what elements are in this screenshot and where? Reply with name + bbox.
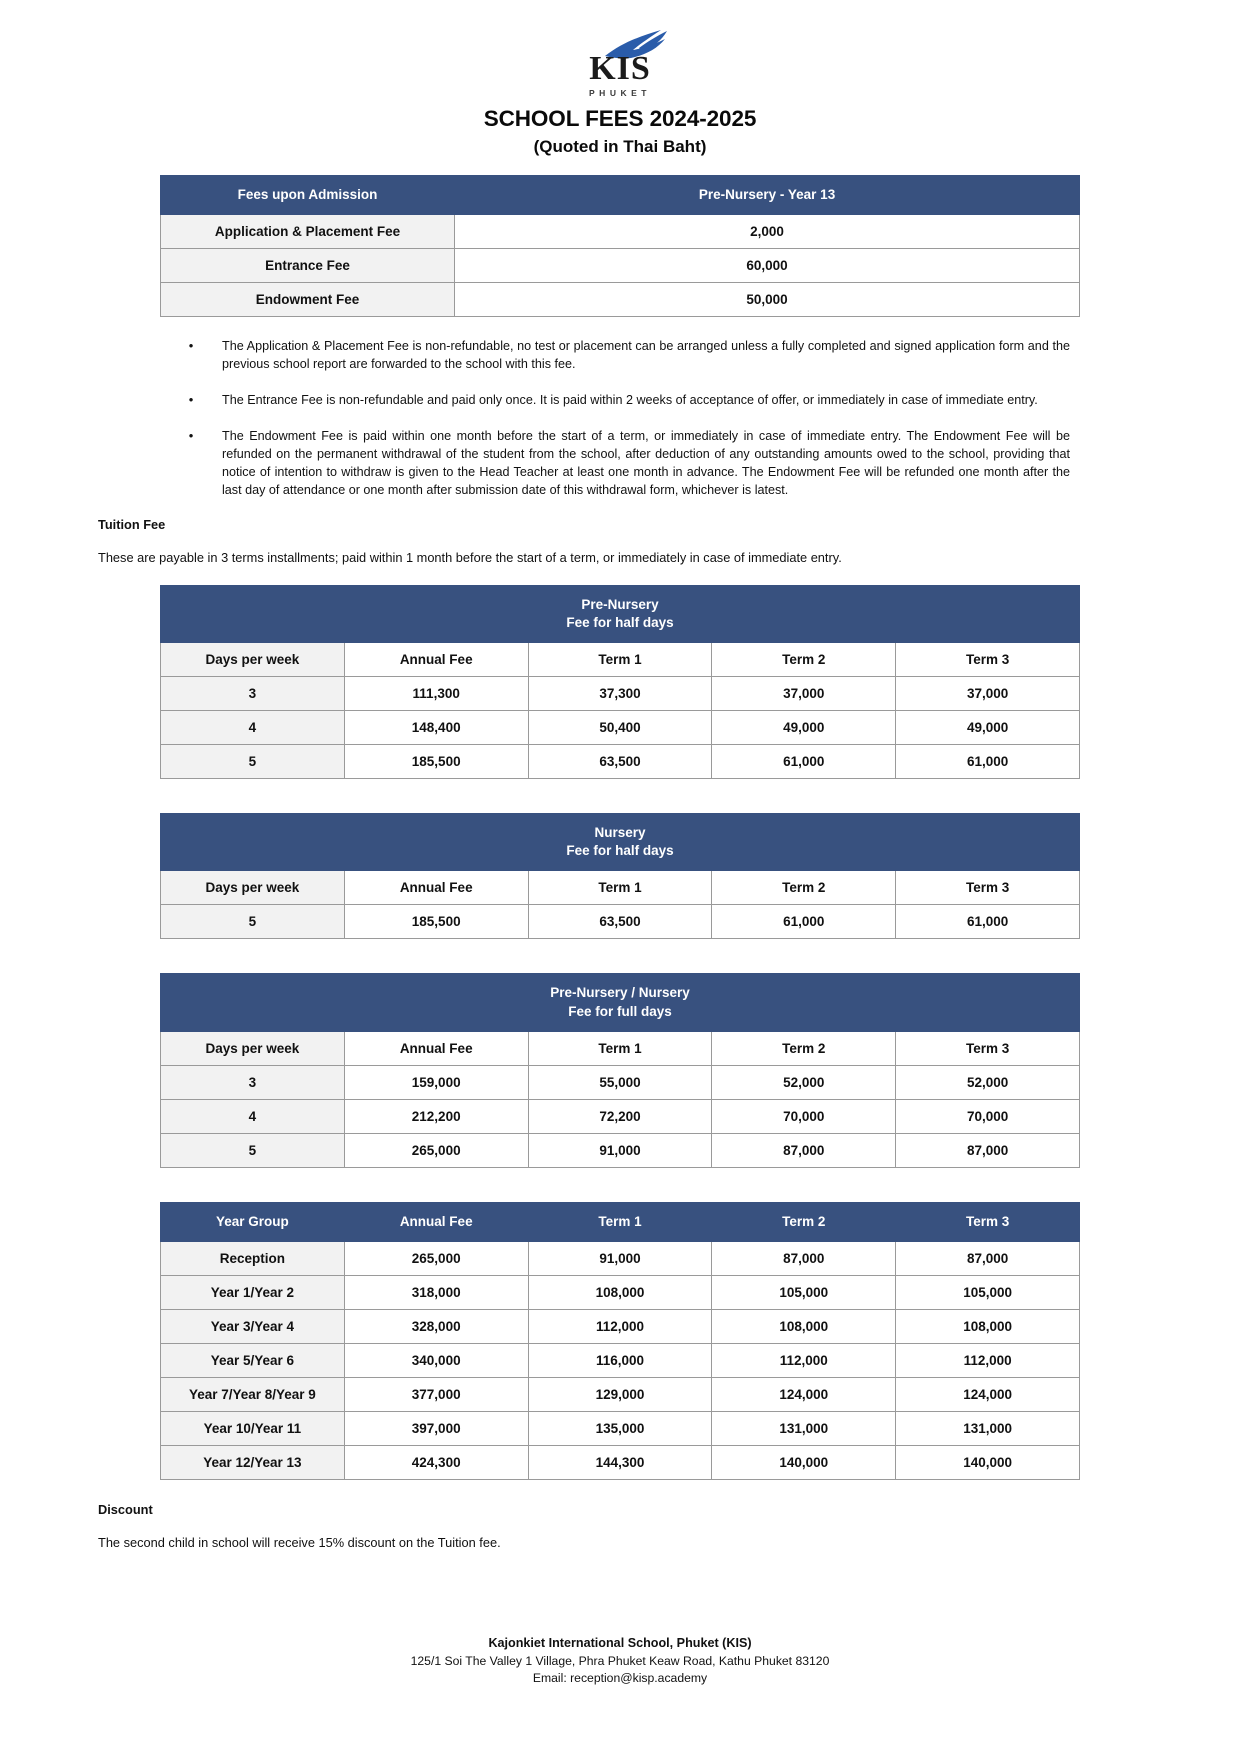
bullet-marker-icon: • xyxy=(188,427,194,443)
cell-annual: 185,500 xyxy=(344,905,528,939)
discount-text: The second child in school will receive 15% discount on the Tuition fee. xyxy=(98,1535,501,1551)
column-header: Term 3 xyxy=(896,643,1080,677)
cell-days: 3 xyxy=(161,677,345,711)
year-group-fees-table xyxy=(160,1202,1080,1480)
bullet-text: The Entrance Fee is non-refundable and paid only once. It is paid within 2 weeks of acceptance of offer, or immediately in case of immediate entry. xyxy=(222,392,1038,407)
admission-row-value: 2,000 xyxy=(455,215,1080,249)
cell-term1: 144,300 xyxy=(528,1446,712,1480)
cell-term2: 87,000 xyxy=(712,1242,896,1276)
table-header-row xyxy=(161,871,1080,905)
table-row xyxy=(161,1276,1080,1310)
nursery-half-days-table xyxy=(160,813,1080,939)
column-header: Days per week xyxy=(161,1031,345,1065)
cell-annual: 377,000 xyxy=(344,1378,528,1412)
cell-annual: 159,000 xyxy=(344,1065,528,1099)
cell-annual: 111,300 xyxy=(344,677,528,711)
column-header: Term 3 xyxy=(896,1202,1080,1241)
cell-term1: 72,200 xyxy=(528,1099,712,1133)
column-header: Annual Fee xyxy=(344,643,528,677)
column-header: Days per week xyxy=(161,871,345,905)
table-row xyxy=(161,1133,1080,1167)
column-header: Term 1 xyxy=(528,643,712,677)
cell-term1: 91,000 xyxy=(528,1133,712,1167)
column-header: Term 2 xyxy=(712,1031,896,1065)
cell-year-group: Reception xyxy=(161,1242,345,1276)
cell-year-group: Year 7/Year 8/Year 9 xyxy=(161,1378,345,1412)
cell-term3: 124,000 xyxy=(896,1378,1080,1412)
bullet-text: The Application & Placement Fee is non-refundable, no test or placement can be arranged unless a fully completed and signed application form and the previous school report are forwarded to the school with this fee. xyxy=(222,339,1070,372)
cell-annual: 318,000 xyxy=(344,1276,528,1310)
admission-row-label: Endowment Fee xyxy=(161,283,455,317)
cell-term3: 49,000 xyxy=(896,711,1080,745)
cell-term1: 112,000 xyxy=(528,1310,712,1344)
cell-annual: 424,300 xyxy=(344,1446,528,1480)
cell-term3: 37,000 xyxy=(896,677,1080,711)
prenursery-nursery-full-days-table xyxy=(160,973,1080,1167)
prenursery-half-days-table xyxy=(160,585,1080,779)
cell-term3: 87,000 xyxy=(896,1242,1080,1276)
logo-wordmark: KIS xyxy=(589,50,651,87)
cell-annual: 185,500 xyxy=(344,745,528,779)
cell-year-group: Year 12/Year 13 xyxy=(161,1446,345,1480)
cell-term2: 131,000 xyxy=(712,1412,896,1446)
cell-term2: 49,000 xyxy=(712,711,896,745)
table-row xyxy=(161,283,1080,317)
cell-year-group: Year 5/Year 6 xyxy=(161,1344,345,1378)
footer-email: Email: reception@kisp.academy xyxy=(532,1671,708,1686)
cell-term1: 108,000 xyxy=(528,1276,712,1310)
cell-term2: 87,000 xyxy=(712,1133,896,1167)
table-title-line1: Nursery xyxy=(594,825,646,840)
footer-school-name: Kajonkiet International School, Phuket (KIS) xyxy=(488,1636,752,1651)
cell-term1: 37,300 xyxy=(528,677,712,711)
cell-term2: 124,000 xyxy=(712,1378,896,1412)
cell-term2: 108,000 xyxy=(712,1310,896,1344)
cell-annual: 265,000 xyxy=(344,1242,528,1276)
table-row xyxy=(161,215,1080,249)
full-days-table-wrapper xyxy=(0,973,1240,1167)
prenursery-half-table-wrapper xyxy=(0,585,1240,779)
table-row xyxy=(161,1242,1080,1276)
table-title-row xyxy=(161,585,1080,642)
cell-annual: 212,200 xyxy=(344,1099,528,1133)
cell-annual: 328,000 xyxy=(344,1310,528,1344)
cell-term1: 116,000 xyxy=(528,1344,712,1378)
cell-term2: 112,000 xyxy=(712,1344,896,1378)
table-row xyxy=(161,1446,1080,1480)
table-header-row xyxy=(161,176,1080,215)
table-title-line2: Fee for half days xyxy=(566,614,674,630)
column-header: Term 2 xyxy=(712,1202,896,1241)
cell-days: 5 xyxy=(161,745,345,779)
column-header: Term 1 xyxy=(528,871,712,905)
cell-term1: 55,000 xyxy=(528,1065,712,1099)
tuition-intro-text: These are payable in 3 terms installments; paid within 1 month before the start of a term, or immediately in case of immediate entry. xyxy=(98,549,842,565)
cell-term1: 91,000 xyxy=(528,1242,712,1276)
cell-term3: 61,000 xyxy=(896,905,1080,939)
logo-subtext: PHUKET xyxy=(589,88,651,98)
admission-fees-table xyxy=(160,175,1080,317)
admission-row-value: 60,000 xyxy=(455,249,1080,283)
column-header: Term 3 xyxy=(896,1031,1080,1065)
table-row xyxy=(161,677,1080,711)
cell-term2: 70,000 xyxy=(712,1099,896,1133)
table-title-row xyxy=(161,974,1080,1031)
table-row xyxy=(161,1310,1080,1344)
table-header-row xyxy=(161,643,1080,677)
year-group-table-wrapper xyxy=(0,1202,1240,1480)
table-row xyxy=(161,1099,1080,1133)
table-title xyxy=(161,585,1080,642)
page-title: SCHOOL FEES 2024-2025 xyxy=(483,106,757,131)
cell-annual: 265,000 xyxy=(344,1133,528,1167)
admission-row-label: Entrance Fee xyxy=(161,249,455,283)
cell-term2: 61,000 xyxy=(712,905,896,939)
cell-term3: 112,000 xyxy=(896,1344,1080,1378)
cell-days: 4 xyxy=(161,1099,345,1133)
table-row xyxy=(161,1344,1080,1378)
list-item xyxy=(160,337,1080,374)
cell-term2: 61,000 xyxy=(712,745,896,779)
cell-term3: 105,000 xyxy=(896,1276,1080,1310)
column-header: Annual Fee xyxy=(344,1202,528,1241)
kis-logo xyxy=(545,28,695,98)
bullet-text: The Endowment Fee is paid within one month before the start of a term, or immediately in case of immediate entry. The Endowment Fee will be refunded on the permanent withdrawal of the student from the school, after deduction of any outstanding amounts owed to the school, providing that notice of intention to withdraw is given to the Head Teacher at least one month in advance. The Endowment Fee will be refunded one month after the last day of attendance or one month after submission date of this withdrawal form, whichever is latest. xyxy=(222,428,1070,498)
cell-year-group: Year 1/Year 2 xyxy=(161,1276,345,1310)
page-subtitle: (Quoted in Thai Baht) xyxy=(533,137,707,156)
table-row xyxy=(161,1378,1080,1412)
table-title xyxy=(161,974,1080,1031)
table-title-line2: Fee for full days xyxy=(568,1003,672,1019)
column-header: Term 2 xyxy=(712,643,896,677)
table-header-row xyxy=(161,1031,1080,1065)
cell-annual: 148,400 xyxy=(344,711,528,745)
table-title xyxy=(161,814,1080,871)
cell-term3: 140,000 xyxy=(896,1446,1080,1480)
cell-term1: 63,500 xyxy=(528,905,712,939)
cell-term3: 70,000 xyxy=(896,1099,1080,1133)
cell-days: 4 xyxy=(161,711,345,745)
document-header xyxy=(0,0,1240,157)
nursery-half-table-wrapper xyxy=(0,813,1240,939)
list-item xyxy=(160,427,1080,500)
cell-term2: 52,000 xyxy=(712,1065,896,1099)
table-row xyxy=(161,1065,1080,1099)
cell-term1: 50,400 xyxy=(528,711,712,745)
column-header: Days per week xyxy=(161,643,345,677)
table-header-row xyxy=(161,1202,1080,1241)
cell-term2: 140,000 xyxy=(712,1446,896,1480)
cell-term3: 52,000 xyxy=(896,1065,1080,1099)
admission-col-header-0: Fees upon Admission xyxy=(161,176,455,215)
list-item xyxy=(160,391,1080,410)
table-title-line1: Pre-Nursery / Nursery xyxy=(550,985,690,1001)
footer-address: 125/1 Soi The Valley 1 Village, Phra Phuket Keaw Road, Kathu Phuket 83120 xyxy=(410,1653,830,1668)
bullet-marker-icon: • xyxy=(188,391,194,407)
column-header: Annual Fee xyxy=(344,1031,528,1065)
cell-term3: 131,000 xyxy=(896,1412,1080,1446)
cell-term1: 135,000 xyxy=(528,1412,712,1446)
cell-term1: 129,000 xyxy=(528,1378,712,1412)
table-row xyxy=(161,249,1080,283)
column-header: Year Group xyxy=(161,1202,345,1241)
admission-row-label: Application & Placement Fee xyxy=(161,215,455,249)
table-row xyxy=(161,1412,1080,1446)
admission-col-header-1: Pre-Nursery - Year 13 xyxy=(455,176,1080,215)
section-heading-tuition: Tuition Fee xyxy=(98,516,166,532)
table-title-line2: Fee for half days xyxy=(566,843,674,859)
column-header: Term 1 xyxy=(528,1031,712,1065)
bullet-marker-icon: • xyxy=(188,338,194,354)
cell-year-group: Year 10/Year 11 xyxy=(161,1412,345,1446)
cell-term1: 63,500 xyxy=(528,745,712,779)
table-title-line1: Pre-Nursery xyxy=(581,596,659,612)
table-row xyxy=(161,711,1080,745)
cell-term3: 87,000 xyxy=(896,1133,1080,1167)
admission-notes-list xyxy=(160,337,1080,499)
cell-days: 3 xyxy=(161,1065,345,1099)
table-row xyxy=(161,745,1080,779)
cell-year-group: Year 3/Year 4 xyxy=(161,1310,345,1344)
section-heading-discount: Discount xyxy=(98,1502,153,1518)
cell-days: 5 xyxy=(161,1133,345,1167)
column-header: Term 3 xyxy=(896,871,1080,905)
admission-table-wrapper xyxy=(0,175,1240,317)
cell-term2: 105,000 xyxy=(712,1276,896,1310)
column-header: Term 1 xyxy=(528,1202,712,1241)
document-footer xyxy=(0,1634,1240,1688)
cell-term3: 108,000 xyxy=(896,1310,1080,1344)
cell-term2: 37,000 xyxy=(712,677,896,711)
cell-annual: 340,000 xyxy=(344,1344,528,1378)
cell-annual: 397,000 xyxy=(344,1412,528,1446)
column-header: Term 2 xyxy=(712,871,896,905)
admission-row-value: 50,000 xyxy=(455,283,1080,317)
cell-days: 5 xyxy=(161,905,345,939)
cell-term3: 61,000 xyxy=(896,745,1080,779)
column-header: Annual Fee xyxy=(344,871,528,905)
table-row xyxy=(161,905,1080,939)
table-title-row xyxy=(161,814,1080,871)
